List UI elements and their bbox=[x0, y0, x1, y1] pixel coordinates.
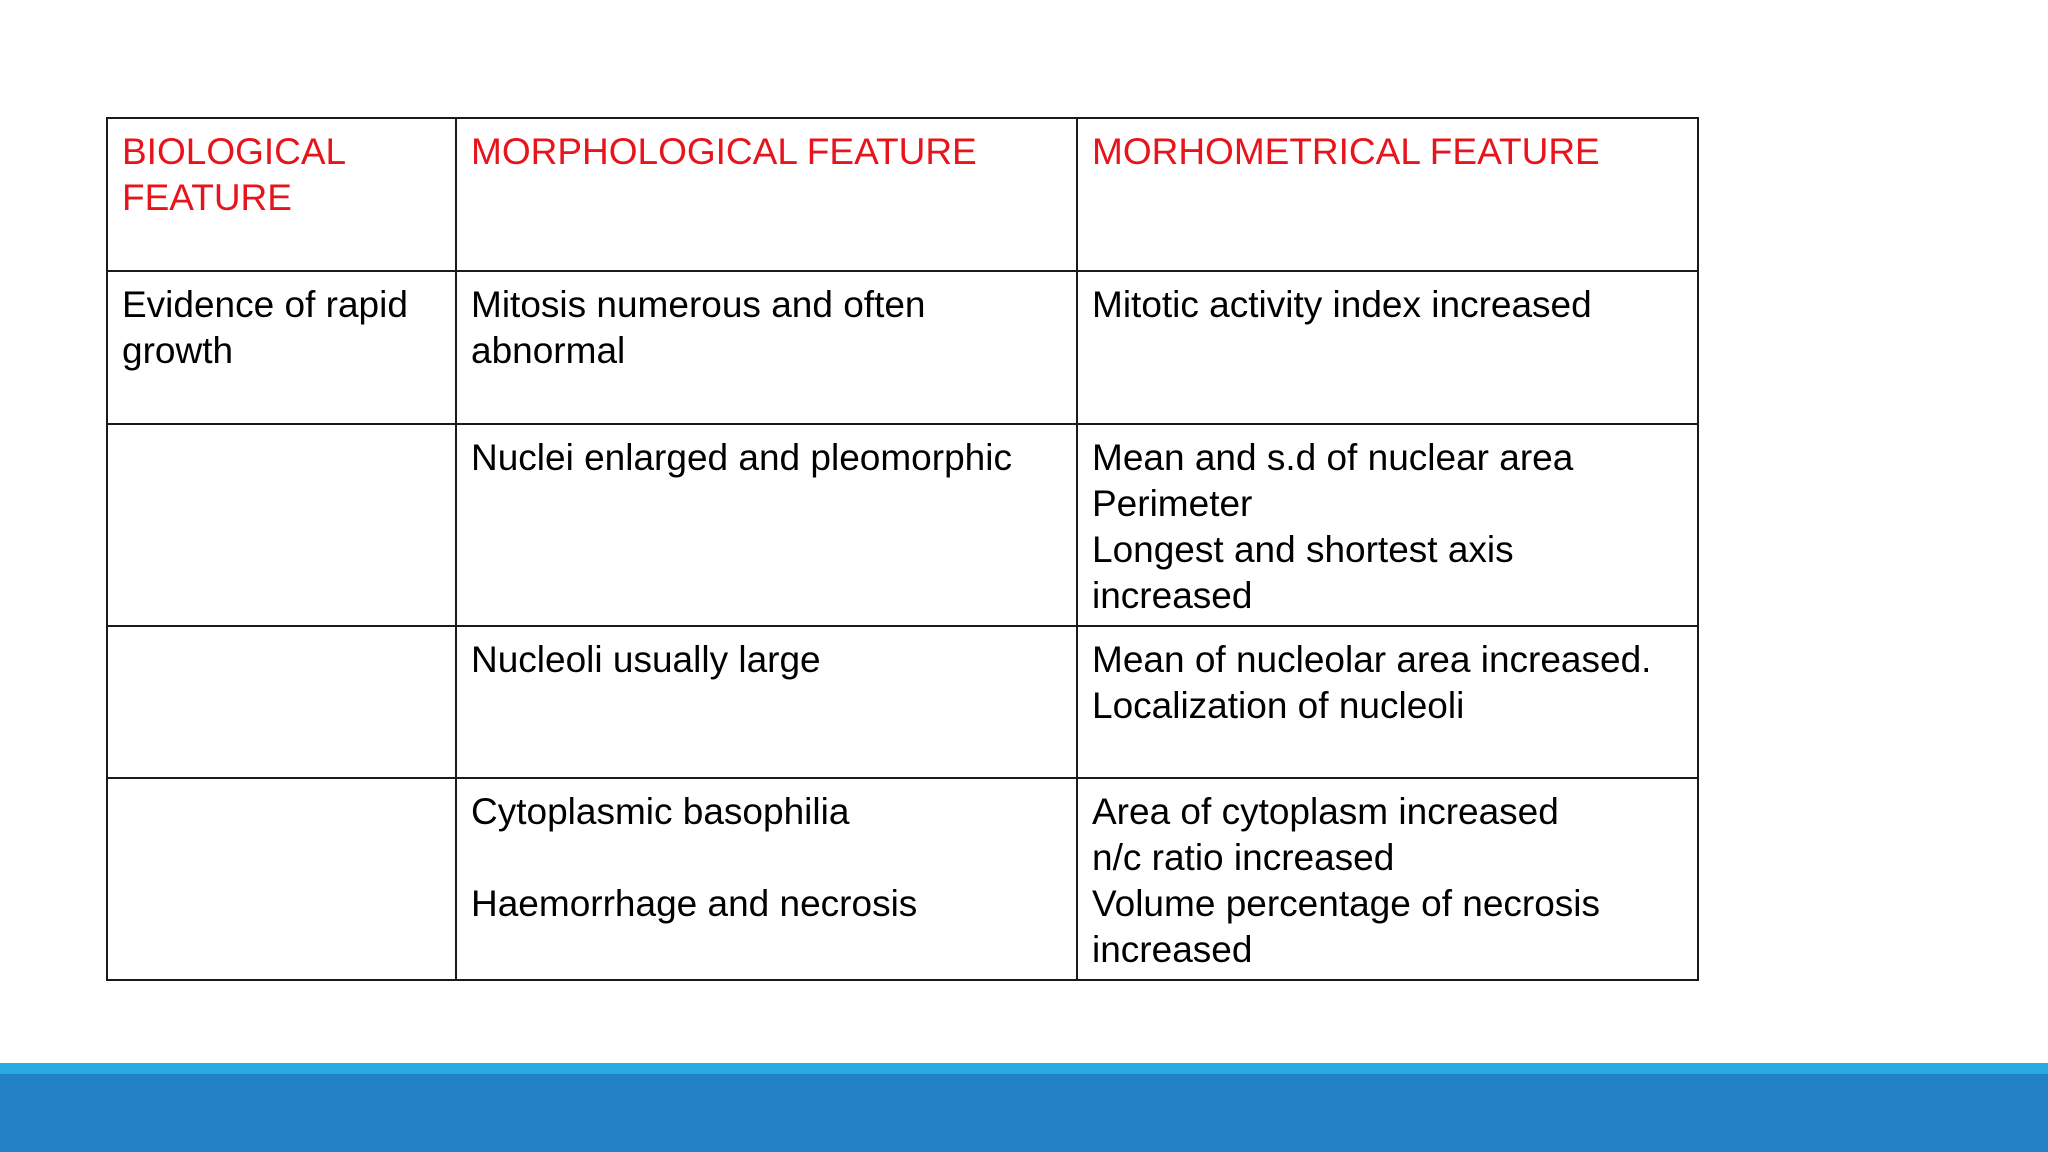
cell-line: Area of cytoplasm increased bbox=[1092, 791, 1559, 832]
feature-table bbox=[106, 117, 1699, 981]
cell-line: Nucleoli usually large bbox=[471, 639, 821, 680]
header-morphometrical-line-1: MORHOMETRICAL FEATURE bbox=[1092, 131, 1600, 172]
cell-line: Mean of nucleolar area increased. bbox=[1092, 639, 1652, 680]
cell-biological bbox=[107, 626, 456, 778]
footer-band-light bbox=[0, 1063, 2048, 1074]
cell-biological bbox=[107, 424, 456, 626]
cell-line: Longest and shortest axis bbox=[1092, 529, 1514, 570]
cell-line: abnormal bbox=[471, 330, 626, 371]
cell-line: Mean and s.d of nuclear area bbox=[1092, 437, 1574, 478]
cell-morphometrical bbox=[1077, 778, 1698, 980]
cell-morphometrical bbox=[1077, 626, 1698, 778]
cell-line: Haemorrhage and necrosis bbox=[471, 883, 918, 924]
cell-line: Volume percentage of necrosis bbox=[1092, 883, 1601, 924]
cell-line: n/c ratio increased bbox=[1092, 837, 1395, 878]
table-row bbox=[107, 778, 1698, 980]
header-biological-line-1: BIOLOGICAL bbox=[122, 131, 347, 172]
cell-line: Mitosis numerous and often bbox=[471, 284, 926, 325]
cell-line: increased bbox=[1092, 929, 1253, 970]
table-header-row bbox=[107, 118, 1698, 271]
table-row bbox=[107, 424, 1698, 626]
header-morphological-line-1: MORPHOLOGICAL FEATURE bbox=[471, 131, 977, 172]
header-morphological-feature bbox=[456, 118, 1077, 271]
footer-band-dark bbox=[0, 1074, 2048, 1152]
cell-blank-line bbox=[471, 835, 1062, 881]
cell-morphological bbox=[456, 778, 1077, 980]
cell-biological bbox=[107, 271, 456, 424]
cell-line: Mitotic activity index increased bbox=[1092, 284, 1592, 325]
cell-line: Perimeter bbox=[1092, 483, 1253, 524]
cell-morphological bbox=[456, 424, 1077, 626]
cell-line: Cytoplasmic basophilia bbox=[471, 791, 850, 832]
cell-line: Evidence of rapid bbox=[122, 284, 408, 325]
cell-line: increased bbox=[1092, 575, 1253, 616]
cell-morphological bbox=[456, 626, 1077, 778]
cell-line: Localization of nucleoli bbox=[1092, 685, 1465, 726]
table-row bbox=[107, 271, 1698, 424]
table-row bbox=[107, 626, 1698, 778]
header-biological-feature bbox=[107, 118, 456, 271]
cell-biological bbox=[107, 778, 456, 980]
cell-morphological bbox=[456, 271, 1077, 424]
header-morphometrical-feature bbox=[1077, 118, 1698, 271]
cell-line: growth bbox=[122, 330, 234, 371]
header-biological-line-2: FEATURE bbox=[122, 177, 292, 218]
cell-morphometrical bbox=[1077, 271, 1698, 424]
cell-line: Nuclei enlarged and pleomorphic bbox=[471, 437, 1012, 478]
cell-morphometrical bbox=[1077, 424, 1698, 626]
